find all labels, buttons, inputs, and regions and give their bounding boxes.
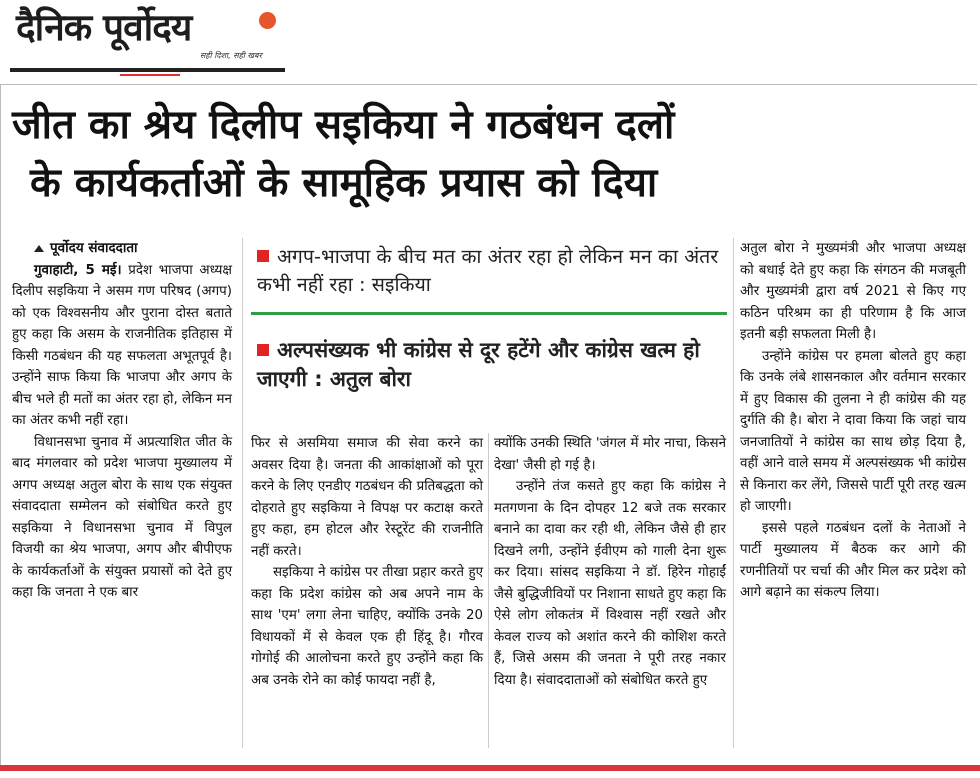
subheading-1 bbox=[257, 243, 725, 299]
masthead-rule bbox=[10, 68, 285, 72]
bottom-rule bbox=[0, 765, 980, 771]
triangle-icon bbox=[34, 245, 44, 252]
paragraph-text: प्रदेश भाजपा अध्यक्ष दिलीप सइकिया ने असम गण परिषद (अगप) को एक विश्वसनीय और पुराना दोस्त बताते हुए कहा कि असम के राजनीतिक इतिहास में किसी गठबंधन की यह सफलता अभूतपूर्व है। उन्होंने साफ किया कि भाजपा और अगप के बीच भले ही मतों का अंतर रहा हो, लेकिन मन का अंतर कभी नहीं रहा। bbox=[12, 262, 232, 428]
paragraph: उन्होंने तंज कसते हुए कहा कि कांग्रेस ने मतगणना के दिन दोपहर 12 बजे तक सरकार बनाने का दावा कर रही थी, लेकिन जैसे ही हार दिखने लगी, उन्होंने ईवीएम को गाली देना शुरू कर दिया। सांसद सइकिया ने डॉ. हिरेन गोहाईं जैसे बुद्धिजीवियों पर निशाना साधते हुए कहा कि ऐसे लोग लोकतंत्र में विश्वास नहीं रखते और केवल राज्य को अशांत करने की कोशिश करते हैं, जिसे असम की जनता ने पूरी तरह नकार दिया है। संवाददाताओं को संबोधित करते हुए bbox=[494, 479, 726, 688]
paragraph: विधानसभा चुनाव में अप्रत्याशित जीत के बाद मंगलवार को प्रदेश भाजपा मुख्यालय में अगप अध्यक्ष अतुल बोरा के साथ एक संयुक्त संवाददाता सम्मेलन को संबोधित करते हुए सइकिया ने विधानसभा चुनाव में विपुल विजयी का श्रेय भाजपा, अगप और बीपीएफ के कार्यकर्ताओं के संयुक्त प्रयासों को देते हुए कहा कि जनता ने एक बार bbox=[12, 434, 232, 600]
headline-line-1: जीत का श्रेय दिलीप सइकिया ने गठबंधन दलों bbox=[12, 102, 675, 148]
article-column-3 bbox=[494, 433, 726, 691]
paragraph: क्योंकि उनकी स्थिति 'जंगल में मोर नाचा, किसने देखा' जैसी हो गई है। bbox=[494, 436, 726, 473]
paragraph: इससे पहले गठबंधन दलों के नेताओं ने पार्टी मुख्यालय में बैठक कर आगे की रणनीतियों पर चर्चा की और मिल कर प्रदेश को आगे बढ़ाने का संकल्प लिया। bbox=[740, 520, 966, 600]
column-divider bbox=[242, 238, 243, 748]
article-column-2 bbox=[251, 433, 483, 691]
red-square-icon bbox=[257, 250, 269, 262]
article-column-4 bbox=[740, 238, 966, 604]
article-column-1 bbox=[12, 238, 232, 604]
column-divider bbox=[488, 433, 489, 748]
paragraph bbox=[12, 260, 232, 432]
newspaper-logo: दैनिक पूर्वोदय bbox=[16, 6, 192, 49]
masthead bbox=[10, 0, 285, 74]
subheading-divider bbox=[251, 312, 727, 315]
paragraph: सइकिया ने कांग्रेस पर तीखा प्रहार करते हुए कहा कि प्रदेश कांग्रेस को अब अपने नाम के साथ 'एम' लगा लेना चाहिए, क्योंकि उनके 20 विधायकों में से केवल एक ही हिंदू है। गौरव गोगोई की आलोचना करते हुए उन्होंने कहा कि अब उनके रोने का कोई फायदा नहीं है, bbox=[251, 565, 483, 688]
paragraph: फिर से असमिया समाज की सेवा करने का अवसर दिया है। जनता की आकांक्षाओं को पूरा करने के लिए एनडीए गठबंधन की प्रतिबद्धता को दोहराते हुए सइकिया ने विपक्ष पर कटाक्ष करते हुए कहा, हम होटल और रेस्टूरेंट की राजनीति नहीं करते। bbox=[251, 436, 483, 559]
column-divider bbox=[733, 238, 734, 748]
logo-dot-icon bbox=[259, 12, 276, 29]
byline-text: पूर्वोदय संवाददाता bbox=[50, 240, 138, 256]
article-headline bbox=[12, 96, 972, 212]
subheading-2 bbox=[257, 336, 725, 394]
paragraph: उन्होंने कांग्रेस पर हमला बोलते हुए कहा कि उनके लंबे शासनकाल और वर्तमान सरकार में हुए विकास की तुलना ने ही कांग्रेस की यह दुर्गति की है। बोरा ने दावा किया कि जहां चाय जनजातियों ने कांग्रेस का साथ छोड़ दिया है, वहीं आने वाले समय में अल्पसंख्यक भी कांग्रेस से किनारा कर लेंगे, जिससे पार्टी पूरी तरह खत्म हो जाएगी। bbox=[740, 348, 966, 514]
byline bbox=[12, 238, 232, 260]
subheading-2-text: अल्पसंख्यक भी कांग्रेस से दूर हटेंगे और कांग्रेस खत्म हो जाएगी : अतुल बोरा bbox=[257, 338, 700, 391]
dateline: गुवाहाटी, 5 मई। bbox=[34, 262, 122, 278]
subheading-1-text: अगप-भाजपा के बीच मत का अंतर रहा हो लेकिन मन का अंतर कभी नहीं रहा : सइकिया bbox=[257, 245, 719, 296]
paragraph: अतुल बोरा ने मुख्यमंत्री और भाजपा अध्यक्ष को बधाई देते हुए कहा कि संगठन की मजबूती और मुख्यमंत्री द्वारा वर्ष 2021 से किए गए कठिन परिश्रम का ही परिणाम है कि आज इतनी बड़ी सफलता मिली है। bbox=[740, 241, 966, 342]
headline-line-2: के कार्यकर्ताओं के सामूहिक प्रयास को दिया bbox=[30, 160, 658, 206]
masthead-accent bbox=[120, 74, 180, 76]
red-square-icon bbox=[257, 344, 269, 356]
newspaper-tagline: सही दिशा, सही खबर bbox=[200, 51, 262, 60]
